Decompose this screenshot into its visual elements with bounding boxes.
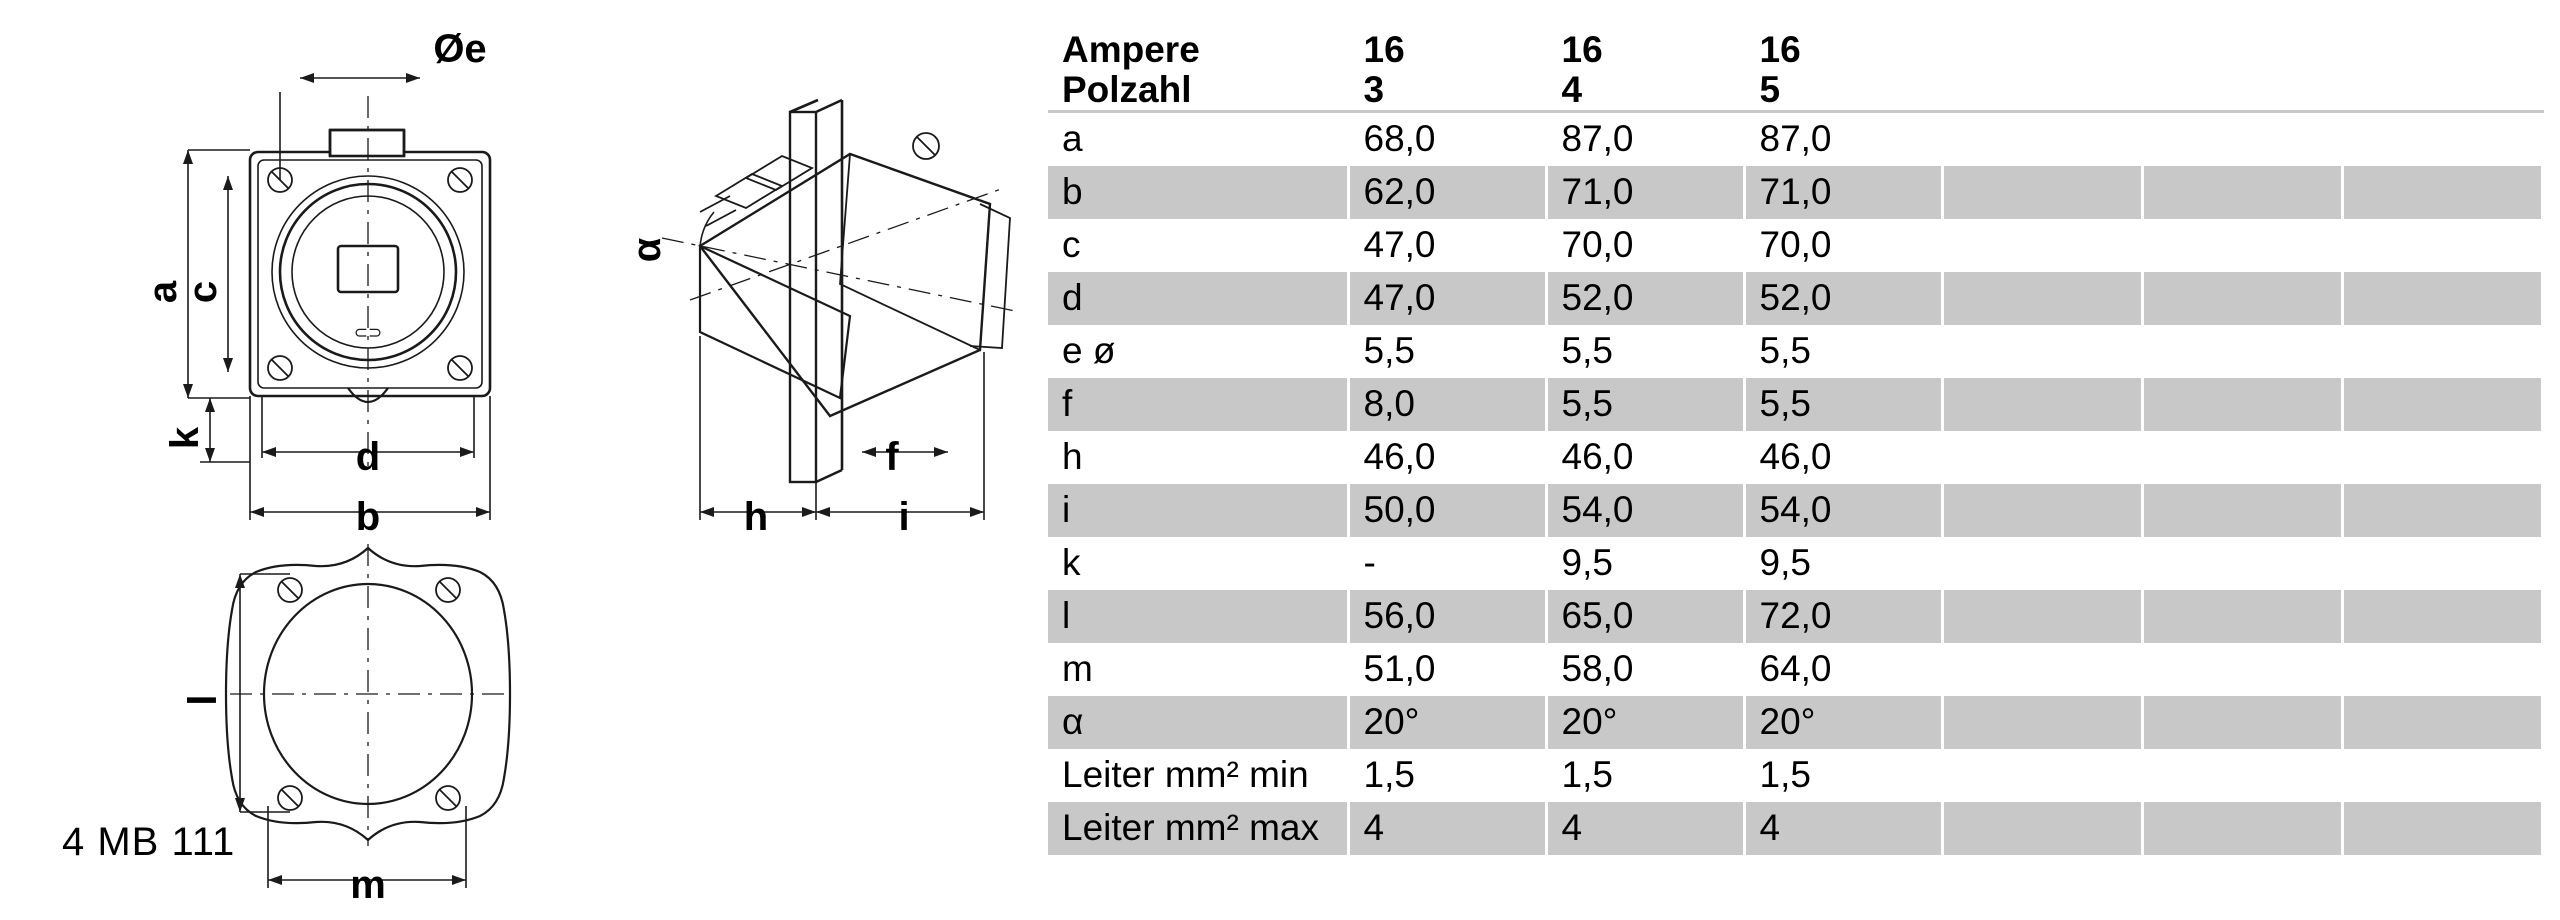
header-col-1-polzahl: 3 — [1363, 68, 1385, 110]
table-row — [1048, 537, 2542, 590]
row-value-1: 47,0 — [1348, 219, 1546, 272]
row-value-5 — [2142, 696, 2342, 749]
row-value-1: 4 — [1348, 802, 1546, 855]
row-value-1: 56,0 — [1348, 590, 1546, 643]
row-value-5 — [2142, 272, 2342, 325]
row-value-4 — [1942, 166, 2142, 219]
row-label: l — [1048, 590, 1348, 643]
row-value-5 — [2142, 749, 2342, 802]
header-col-2-polzahl: 4 — [1561, 68, 1583, 110]
header-col-2-ampere: 16 — [1561, 29, 1603, 70]
row-value-5 — [2142, 484, 2342, 537]
row-value-3: 46,0 — [1744, 431, 1942, 484]
row-label: Leiter mm² max — [1048, 802, 1348, 855]
row-value-2: 4 — [1546, 802, 1744, 855]
row-label: a — [1048, 111, 1348, 166]
table-row — [1048, 378, 2542, 431]
row-value-6 — [2342, 378, 2542, 431]
row-label: f — [1048, 378, 1348, 431]
header-col-3-polzahl: 5 — [1759, 68, 1781, 110]
row-value-2: 65,0 — [1546, 590, 1744, 643]
row-value-3: 5,5 — [1744, 378, 1942, 431]
technical-drawings — [0, 0, 1040, 920]
row-value-1: 8,0 — [1348, 378, 1546, 431]
row-label: e ø — [1048, 325, 1348, 378]
specification-table-wrapper — [1048, 30, 2548, 855]
row-value-4 — [1942, 696, 2142, 749]
row-value-2: 58,0 — [1546, 643, 1744, 696]
part-number: 4 MB 111 — [62, 820, 236, 864]
row-value-1: 1,5 — [1348, 749, 1546, 802]
row-value-1: - — [1348, 537, 1546, 590]
dimension-label-diameter-e: Øe — [433, 27, 487, 71]
row-value-2: 1,5 — [1546, 749, 1744, 802]
row-value-6 — [2342, 802, 2542, 855]
row-value-6 — [2342, 219, 2542, 272]
header-col-5-empty — [2142, 30, 2342, 111]
row-value-4 — [1942, 431, 2142, 484]
dimension-label-d: d — [355, 435, 381, 479]
row-value-3: 71,0 — [1744, 166, 1942, 219]
row-label: Leiter mm² min — [1048, 749, 1348, 802]
table-header-row — [1048, 30, 2542, 111]
header-col-4-empty — [1942, 30, 2142, 111]
row-value-3: 9,5 — [1744, 537, 1942, 590]
header-col-3 — [1744, 30, 1942, 111]
row-value-2: 52,0 — [1546, 272, 1744, 325]
row-value-5 — [2142, 643, 2342, 696]
row-value-1: 50,0 — [1348, 484, 1546, 537]
row-label: h — [1048, 431, 1348, 484]
table-row — [1048, 272, 2542, 325]
row-value-5 — [2142, 166, 2342, 219]
row-value-4 — [1942, 325, 2142, 378]
dimension-label-c: c — [181, 280, 225, 304]
row-value-2: 46,0 — [1546, 431, 1744, 484]
table-row — [1048, 590, 2542, 643]
row-label: c — [1048, 219, 1348, 272]
table-row — [1048, 111, 2542, 166]
table-row — [1048, 431, 2542, 484]
header-ampere-label: Ampere — [1062, 29, 1200, 70]
row-value-2: 71,0 — [1546, 166, 1744, 219]
header-col-1 — [1348, 30, 1546, 111]
row-value-5 — [2142, 325, 2342, 378]
row-value-6 — [2342, 643, 2542, 696]
row-value-3: 64,0 — [1744, 643, 1942, 696]
dimension-label-a: a — [141, 280, 185, 304]
row-value-6 — [2342, 696, 2542, 749]
dimension-label-alpha: α — [625, 237, 669, 263]
row-value-2: 5,5 — [1546, 325, 1744, 378]
header-row-label — [1048, 30, 1348, 111]
row-value-1: 51,0 — [1348, 643, 1546, 696]
row-value-4 — [1942, 643, 2142, 696]
row-value-2: 54,0 — [1546, 484, 1744, 537]
dimension-label-h: h — [743, 495, 769, 539]
row-value-2: 5,5 — [1546, 378, 1744, 431]
row-value-3: 72,0 — [1744, 590, 1942, 643]
row-value-4 — [1942, 378, 2142, 431]
row-value-3: 70,0 — [1744, 219, 1942, 272]
table-row — [1048, 166, 2542, 219]
dimension-label-b: b — [355, 495, 381, 539]
table-row — [1048, 802, 2542, 855]
header-col-3-ampere: 16 — [1759, 29, 1801, 70]
row-value-5 — [2142, 378, 2342, 431]
row-value-1: 47,0 — [1348, 272, 1546, 325]
header-col-2 — [1546, 30, 1744, 111]
row-value-6 — [2342, 484, 2542, 537]
row-value-1: 5,5 — [1348, 325, 1546, 378]
table-row — [1048, 484, 2542, 537]
row-value-3: 4 — [1744, 802, 1942, 855]
table-row — [1048, 325, 2542, 378]
row-label: α — [1048, 696, 1348, 749]
header-col-6-empty — [2342, 30, 2542, 111]
row-value-6 — [2342, 431, 2542, 484]
row-value-4 — [1942, 537, 2142, 590]
table-row — [1048, 696, 2542, 749]
row-value-4 — [1942, 484, 2142, 537]
row-label: d — [1048, 272, 1348, 325]
row-label: m — [1048, 643, 1348, 696]
row-value-1: 68,0 — [1348, 111, 1546, 166]
dimension-label-l: l — [181, 694, 225, 706]
dimension-label-m: m — [350, 863, 386, 907]
row-value-1: 62,0 — [1348, 166, 1546, 219]
row-value-1: 46,0 — [1348, 431, 1546, 484]
row-value-2: 20° — [1546, 696, 1744, 749]
row-value-5 — [2142, 802, 2342, 855]
row-value-3: 1,5 — [1744, 749, 1942, 802]
row-value-4 — [1942, 111, 2142, 166]
row-value-2: 70,0 — [1546, 219, 1744, 272]
row-value-5 — [2142, 590, 2342, 643]
row-value-3: 5,5 — [1744, 325, 1942, 378]
drawing-svg — [0, 0, 1040, 920]
row-label: i — [1048, 484, 1348, 537]
header-col-1-ampere: 16 — [1363, 29, 1405, 70]
row-label: b — [1048, 166, 1348, 219]
row-value-5 — [2142, 219, 2342, 272]
dimension-label-k: k — [163, 426, 207, 450]
svg-text:⊂⊃: ⊂⊃ — [353, 323, 383, 342]
row-value-6 — [2342, 325, 2542, 378]
row-value-3: 54,0 — [1744, 484, 1942, 537]
table-row — [1048, 219, 2542, 272]
dimension-label-i: i — [898, 495, 910, 539]
table-row — [1048, 749, 2542, 802]
row-value-5 — [2142, 537, 2342, 590]
row-value-5 — [2142, 111, 2342, 166]
specification-table — [1048, 30, 2544, 855]
row-value-3: 52,0 — [1744, 272, 1942, 325]
row-value-4 — [1942, 272, 2142, 325]
row-value-3: 20° — [1744, 696, 1942, 749]
row-value-6 — [2342, 111, 2542, 166]
row-value-2: 9,5 — [1546, 537, 1744, 590]
row-value-6 — [2342, 537, 2542, 590]
row-value-4 — [1942, 590, 2142, 643]
row-value-6 — [2342, 166, 2542, 219]
row-value-6 — [2342, 272, 2542, 325]
row-label: k — [1048, 537, 1348, 590]
row-value-4 — [1942, 219, 2142, 272]
row-value-6 — [2342, 590, 2542, 643]
table-row — [1048, 643, 2542, 696]
row-value-4 — [1942, 802, 2142, 855]
row-value-5 — [2142, 431, 2342, 484]
row-value-6 — [2342, 749, 2542, 802]
row-value-2: 87,0 — [1546, 111, 1744, 166]
row-value-3: 87,0 — [1744, 111, 1942, 166]
header-polzahl-label: Polzahl — [1062, 68, 1192, 110]
row-value-1: 20° — [1348, 696, 1546, 749]
row-value-4 — [1942, 749, 2142, 802]
dimension-label-f: f — [885, 435, 899, 479]
